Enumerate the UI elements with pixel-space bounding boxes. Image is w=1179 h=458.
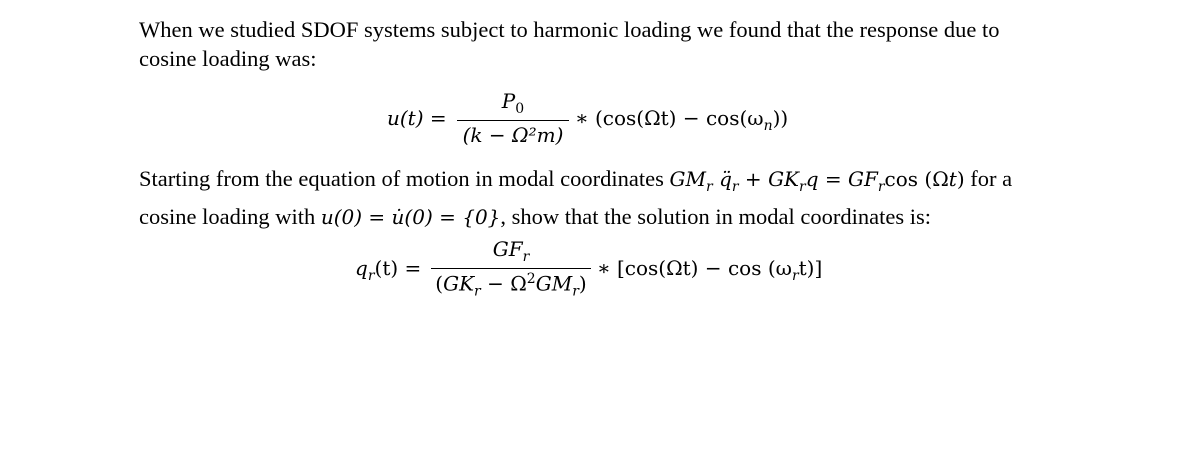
equation-of-motion: $GM_r$ $q̈_r + GK_rq = GF_r\cos$ (Ωt) — [669, 167, 965, 195]
equation-1-numerator-sub: 0 — [515, 100, 525, 117]
task-line-2a: cosine loading with — [139, 203, 321, 229]
equation-1-rhs-end: )) — [772, 106, 789, 130]
equation-1-numerator — [457, 89, 569, 117]
intro-paragraph — [139, 15, 1099, 73]
equation-1-fraction — [457, 89, 569, 147]
task-line-2b: , show that the solution in modal coordinates is: — [500, 203, 931, 229]
intro-line-1: When we studied SDOF systems subject to harmonic loading we found that the response due to — [139, 17, 1000, 42]
task-paragraph — [139, 164, 1099, 232]
equation-2-fraction — [431, 237, 591, 300]
eom-text: GM — [669, 167, 706, 191]
equation-2-fraction-bar — [431, 268, 591, 269]
task-text-1: Starting from the equation of motion in modal coordinates — [139, 166, 670, 191]
initial-conditions: u(0) = u̇(0) = {0} — [320, 204, 501, 229]
equation-2-numerator — [431, 237, 591, 265]
equation-2-rhs-end: t)] — [798, 256, 823, 280]
equation-2-rhs-text: ∗ [cos(Ωt) − cos (ω — [597, 256, 792, 280]
equation-1-rhs — [575, 106, 788, 134]
equation-2-lhs-sub: r — [367, 267, 375, 284]
equation-1-lhs — [387, 106, 447, 130]
equation-1-lhs-text: u(t) = — [387, 106, 447, 130]
equation-2-lhs-end: (t) = — [374, 256, 422, 280]
equation-1-fraction-bar — [457, 120, 569, 121]
equation-1-denominator: (k − Ω²m) — [462, 123, 564, 148]
equation-2-lhs — [355, 256, 421, 284]
equation-1-rhs-text: ∗ (cos(Ωt) − cos(ω — [575, 106, 764, 130]
equation-2-numerator-sub: r — [522, 248, 530, 265]
equation-2-denominator: $(GK_r - \Omega^2GM_r)$ — [435, 271, 587, 300]
equation-1-rhs-sub: n — [763, 117, 773, 134]
equation-2-numerator-text: GF — [492, 237, 523, 261]
task-text-2: for a — [964, 166, 1013, 191]
equation-2-rhs-sub: r — [791, 267, 799, 284]
equation-2-rhs — [597, 256, 822, 284]
equation-2-lhs-text: q — [355, 256, 368, 280]
intro-line-2: cosine loading was: — [139, 46, 317, 71]
equation-1-numerator-text: P — [501, 89, 516, 113]
